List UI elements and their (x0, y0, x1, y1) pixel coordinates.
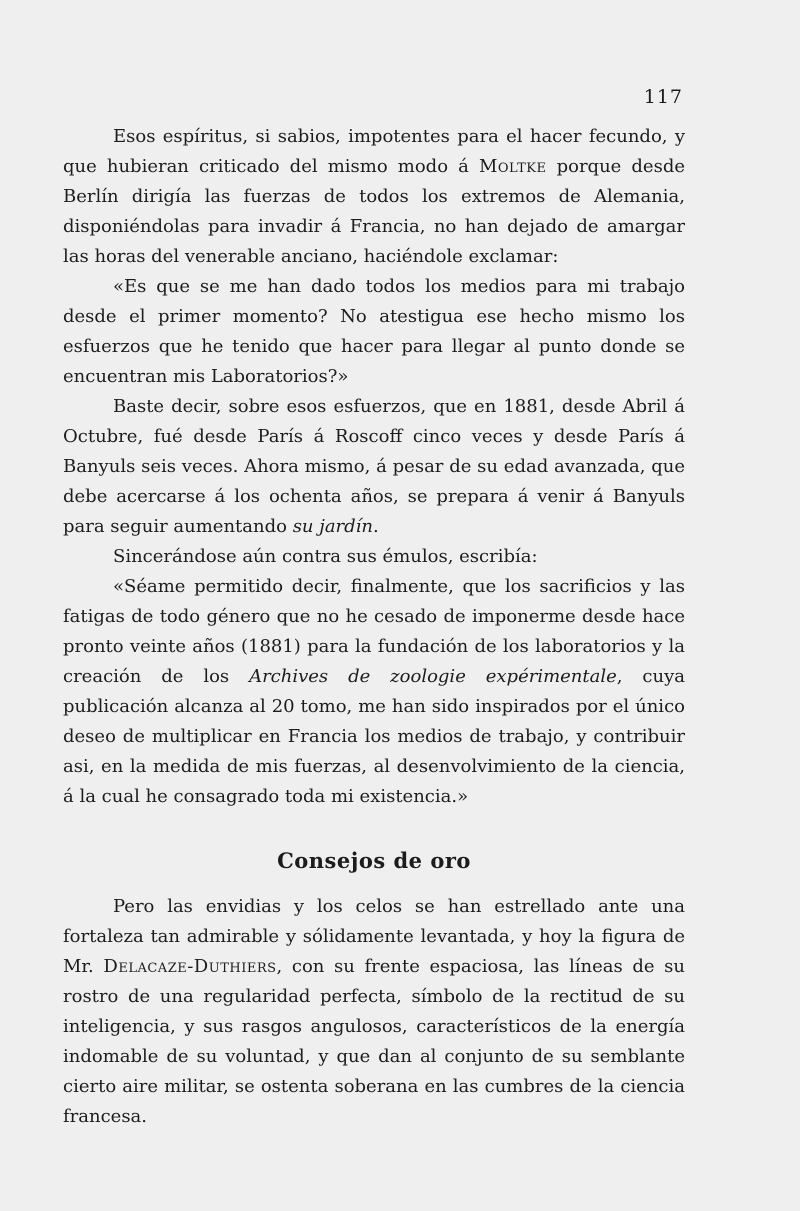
page-body (63, 122, 685, 1132)
text-segment: , con su frente espaciosa, las líneas de su rostro de una regularidad perfecta, símbolo de la rectitud de su inteligencia, y sus rasgos angulosos, característicos de la energía indomable de su voluntad, y que dan al conjunto de su semblante cierto aire militar, se ostenta soberana en las cumbres de la ciencia francesa. (63, 956, 685, 1127)
name-delacaze-duthiers: Delacaze-Duthiers (103, 956, 277, 977)
text-segment: Esos espíritus, si sabios, impotentes para el hacer fecundo, y que hubieran criticado del mismo modo á (63, 126, 685, 177)
text-segment: «Séame permitido decir, finalmente, que los sacrificios y las fatigas de todo género que no he cesado de imponerme desde hace pronto veinte años (1881) para la fundación de los laboratorios y la creación de los (63, 576, 685, 687)
name-moltke: Moltke (478, 156, 547, 177)
text-segment: , cuya publicación alcanza al 20 tomo, me han sido inspirados por el único deseo de multiplicar en Francia los medios de trabajo, y contribuir asi, en la medida de mis fuerzas, al desenvolvimiento de la ciencia, á la cual he consagrado toda mi existencia.» (63, 666, 685, 807)
paragraph-5-quote (63, 572, 685, 812)
page-number: 117 (643, 86, 683, 108)
paragraph-4: Sincerándose aún contra sus émulos, escribía: (113, 546, 538, 567)
paragraph-6 (63, 892, 685, 1132)
text-segment: porque desde Berlín dirigía las fuerzas de todos los extremos de Alemania, disponiéndolas para invadir á Francia, no han dejado de amargar las horas del venerable anciano, haciéndole exclamar: (63, 156, 685, 267)
paragraph-2-quote: «Es que se me han dado todos los medios para mi trabajo desde el primer momento? No atestigua ese hecho mismo los esfuerzos que he tenido que hacer para llegar al punto donde se encuentran mis Laboratorios?» (63, 276, 685, 387)
section-heading: Consejos de oro (277, 848, 471, 873)
paragraph-3 (63, 392, 685, 542)
paragraph-1 (63, 122, 685, 272)
italic-su-jardin: su jardín (292, 516, 374, 537)
text-segment: . (373, 516, 379, 537)
italic-archives-title: Archives de zoologie expérimentale (249, 666, 617, 687)
text-segment: Baste decir, sobre esos esfuerzos, que en 1881, desde Abril á Octubre, fué desde París á Roscoff cinco veces y desde París á Banyuls seis veces. Ahora mismo, á pesar de su edad avanzada, que debe acercarse á los ochenta años, se prepara á venir á Banyuls para seguir aumentando (63, 396, 685, 537)
text-segment: Pero las envidias y los celos se han estrellado ante una fortaleza tan admirable y sólidamente levantada, y hoy la figura de Mr. (63, 896, 685, 977)
